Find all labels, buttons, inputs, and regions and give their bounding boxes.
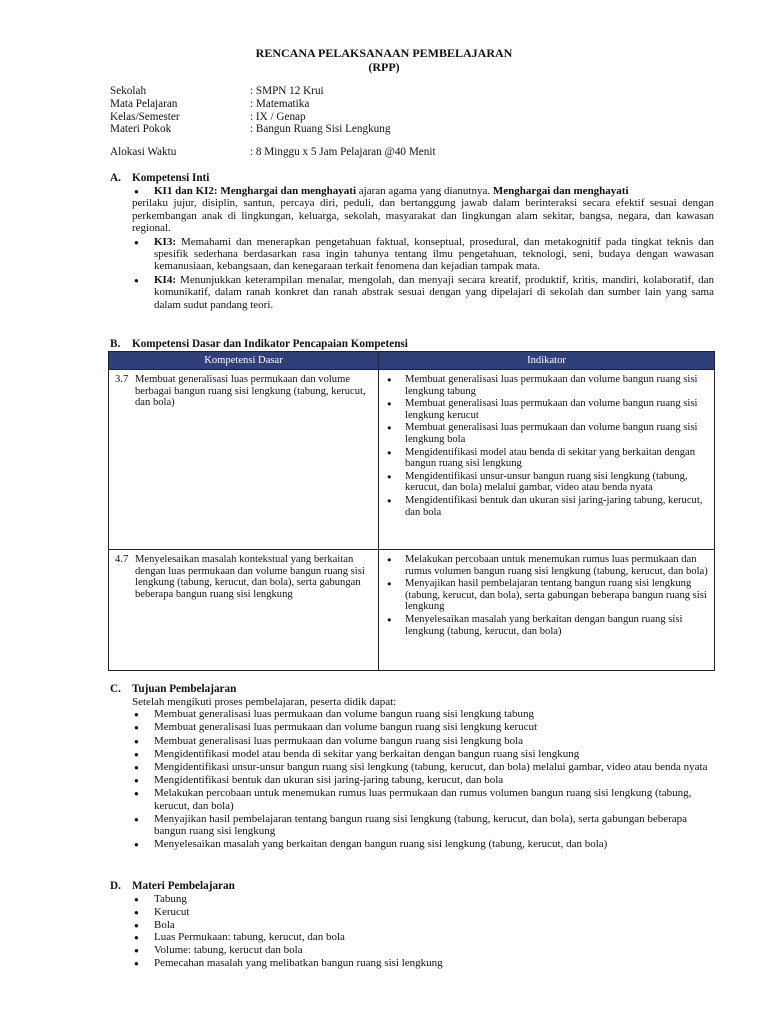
list-item: ● Mengidentifikasi model atau benda di sekitar yang berkaitan dengan bangun ruang sisi lengkung: [385, 447, 708, 470]
indicator-cell: [379, 550, 715, 671]
ki-item: [132, 274, 714, 311]
materi-list: [132, 893, 714, 970]
kd-code: 3.7: [115, 374, 129, 385]
info-row-alokasi: [110, 146, 730, 159]
info-value: : Bangun Ruang Sisi Lengkung: [250, 123, 391, 136]
kd-indicator-table: [108, 351, 715, 671]
section-a-heading: [110, 172, 209, 185]
list-item: ● Mengidentifikasi bentuk dan ukuran sisi jaring-jaring tabung, kerucut, dan bola: [132, 774, 714, 786]
list-item: ● Menyelesaikan masalah yang berkaitan dengan bangun ruang sisi lengkung (tabung, kerucut, dan bola): [385, 614, 708, 637]
section-title: Materi Pembelajaran: [132, 880, 235, 892]
section-b-heading: [110, 338, 408, 351]
kompetensi-inti-list: [132, 185, 714, 312]
list-item: ● Menyelesaikan masalah yang berkaitan dengan bangun ruang sisi lengkung (tabung, kerucut, dan bola): [132, 838, 714, 850]
kd-cell: [109, 550, 379, 671]
info-value: : SMPN 12 Krui: [250, 85, 324, 97]
title-line-2: (RPP): [368, 60, 400, 74]
identity-block: [110, 85, 730, 159]
list-item: ● Mengidentifikasi bentuk dan ukuran sisi jaring-jaring tabung, kerucut, dan bola: [385, 495, 708, 518]
ki-bold: KI4:: [154, 273, 176, 286]
ki-text: Menunjukkan keterampilan menalar, mengolah, dan menyaji secara kreatif, produktif, kritis, mandiri, kolaboratif, dan komunikatif, dalam ranah konkret dan ranah abstrak sesuai dengan yang dipelajari di sekolah dan sumber lain yang sama dalam sudut pandang teori.: [154, 273, 714, 311]
ki-bold: KI3:: [154, 235, 176, 248]
spacer: [110, 136, 730, 146]
info-value: : 8 Minggu x 5 Jam Pelajaran @40 Menit: [250, 146, 436, 159]
ki-text: ajaran agama yang dianutnya.: [356, 185, 493, 197]
kd-text: Membuat generalisasi luas permukaan dan volume berbagai bangun ruang sisi lengkung (tabung, kerucut, dan bola): [135, 374, 366, 409]
section-d-heading: [110, 880, 235, 893]
indicator-list: [385, 554, 708, 637]
info-row-materi: [110, 123, 730, 136]
list-item: ● Volume: tabung, kerucut dan bola: [132, 944, 714, 956]
ki-bold: KI1 dan KI2: Menghargai dan menghayati: [154, 185, 356, 197]
ki-text: perilaku jujur, disiplin, santun, percaya diri, peduli, dan bertanggung jawab dalam berinteraksi secara efektif sesuai dengan perkembangan anak di lingkungan, keluarga, sekolah, masyarakat dan lingkungan alam sekitar, bangsa, negara, dan kawasan regional.: [132, 197, 714, 235]
column-header-indikator: Indikator: [379, 352, 715, 370]
info-label: Kelas/Semester: [110, 110, 180, 123]
column-header-kd: Kompetensi Dasar: [109, 352, 379, 370]
section-letter: D.: [110, 880, 121, 892]
kd-cell: [109, 370, 379, 550]
tujuan-intro: Setelah mengikuti proses pembelajaran, peserta didik dapat:: [132, 696, 397, 708]
kd-code: 4.7: [115, 554, 129, 565]
table-row: [109, 550, 715, 671]
list-item: ● Pemecahan masalah yang melibatkan bangun ruang sisi lengkung: [132, 957, 714, 969]
section-letter: B.: [110, 338, 121, 350]
info-label: Materi Pokok: [110, 123, 172, 136]
ki-bold: Menghargai dan menghayati: [492, 185, 629, 197]
list-item: ● Membuat generalisasi luas permukaan dan volume bangun ruang sisi lengkung tabung: [132, 708, 714, 720]
list-item: ● Mengidentifikasi unsur-unsur bangun ruang sisi lengkung (tabung, kerucut, dan bola) melalui gambar, video atau benda nyata: [385, 471, 708, 494]
list-item: ● Mengidentifikasi model atau benda di sekitar yang berkaitan dengan bangun ruang sisi lengkung: [132, 748, 714, 760]
tujuan-list: [132, 708, 714, 850]
table-row: [109, 370, 715, 550]
info-row-mapel: [110, 98, 730, 111]
list-item: ● Membuat generalisasi luas permukaan dan volume bangun ruang sisi lengkung tabung: [385, 374, 708, 397]
list-item: ● Mengidentifikasi unsur-unsur bangun ruang sisi lengkung (tabung, kerucut, dan bola) melalui gambar, video atau benda nyata: [132, 761, 714, 773]
indicator-cell: [379, 370, 715, 550]
list-item: ● Tabung: [132, 893, 714, 905]
indicator-list: [385, 374, 708, 518]
info-value: : Matematika: [250, 97, 310, 110]
list-item: ● Membuat generalisasi luas permukaan dan volume bangun ruang sisi lengkung kerucut: [132, 721, 714, 733]
section-title: Kompetensi Dasar dan Indikator Pencapaian Kompetensi: [132, 338, 408, 350]
info-row-kelas: [110, 111, 730, 124]
list-item: ● Membuat generalisasi luas permukaan dan volume bangun ruang sisi lengkung bola: [385, 422, 708, 445]
section-letter: A.: [110, 172, 121, 184]
ki-item: [132, 236, 714, 273]
tujuan-block: [132, 696, 714, 851]
info-value: : IX / Genap: [250, 110, 306, 123]
list-item: ● Menyajikan hasil pembelajaran tentang bangun ruang sisi lengkung (tabung, kerucut, dan bola), serta gabungan beberapa bangun ruang sisi lengkung: [132, 813, 714, 837]
list-item: ● Melakukan percobaan untuk menemukan rumus luas permukaan dan rumus volumen bangun ruang sisi lengkung (tabung, kerucut, dan bola): [385, 554, 708, 577]
section-c-heading: [110, 683, 236, 696]
info-label: Sekolah: [110, 85, 147, 97]
section-title: Tujuan Pembelajaran: [132, 683, 237, 695]
title-line-1: RENCANA PELAKSANAAN PEMBELAJARAN: [255, 46, 513, 60]
list-item: ● Melakukan percobaan untuk menemukan rumus luas permukaan dan rumus volumen bangun ruang sisi lengkung (tabung, kerucut, dan bola): [132, 787, 714, 811]
info-row-sekolah: [110, 85, 730, 98]
list-item: ● Membuat generalisasi luas permukaan dan volume bangun ruang sisi lengkung bola: [132, 735, 714, 747]
info-label: Mata Pelajaran: [110, 97, 178, 110]
section-title: Kompetensi Inti: [132, 172, 210, 184]
list-item: ● Luas Permukaan: tabung, kerucut, dan bola: [132, 931, 714, 943]
list-item: ● Menyajikan hasil pembelajaran tentang bangun ruang sisi lengkung (tabung, kerucut, dan bola), serta gabungan beberapa bangun ruang sisi lengkung: [385, 578, 708, 613]
list-item: ● Kerucut: [132, 906, 714, 918]
list-item: ● Membuat generalisasi luas permukaan dan volume bangun ruang sisi lengkung kerucut: [385, 398, 708, 421]
info-label: Alokasi Waktu: [110, 146, 177, 159]
ki-item: [132, 185, 714, 235]
ki-text: Memahami dan menerapkan pengetahuan faktual, konseptual, prosedural, dan metakognitif pada tingkat teknis dan spesifik sederhana berdasarkan rasa ingin tahunya tentang ilmu pengetahuan, teknologi, seni, budaya dengan wawasan kemanusiaan, kebangsaan, dan kenegaraan terkait fenomena dan kejadian tampak mata.: [154, 235, 714, 273]
section-letter: C.: [110, 683, 121, 695]
kd-text: Menyelesaikan masalah kontekstual yang berkaitan dengan luas permukaan dan volume bangun ruang sisi lengkung (tabung, kerucut, dan bola), serta gabungan beberapa bangun ruang sisi lengkung: [135, 554, 365, 600]
list-item: ● Bola: [132, 919, 714, 931]
document-title: [0, 46, 768, 74]
